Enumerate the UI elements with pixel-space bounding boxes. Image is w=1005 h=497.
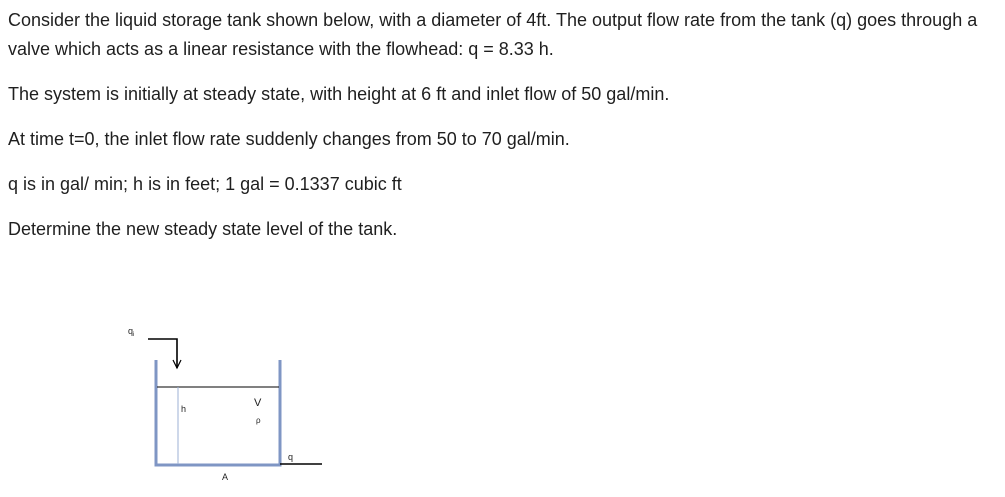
volume-label: V [254, 397, 262, 409]
tank-diagram [120, 320, 340, 490]
tank-diagram-svg [120, 320, 340, 490]
problem-paragraph-step-change: At time t=0, the inlet flow rate suddenly changes from 50 to 70 gal/min. [8, 129, 570, 149]
problem-statement [8, 6, 998, 244]
density-label: ρ [256, 416, 261, 425]
height-label: h [181, 404, 187, 414]
inlet-pipe [148, 339, 177, 368]
inlet-flow-label: $q_i$ [128, 326, 135, 338]
problem-paragraph-tank-description: Consider the liquid storage tank shown below, with a diameter of 4ft. The output flow rate from the tank (q) goes through a valve which acts as a linear resistance with the flowhead: q = 8.33 h. [8, 10, 978, 59]
tank-walls [156, 360, 280, 465]
problem-paragraph-question: Determine the new steady state level of the tank. [8, 219, 398, 239]
problem-paragraph-units: q is in gal/ min; h is in feet; 1 gal = 0.1337 cubic ft [8, 174, 402, 194]
problem-paragraph-initial-state: The system is initially at steady state, with height at 6 ft and inlet flow of 50 gal/min. [8, 84, 670, 104]
area-label: A [222, 472, 229, 482]
outlet-flow-label: q [288, 452, 294, 462]
